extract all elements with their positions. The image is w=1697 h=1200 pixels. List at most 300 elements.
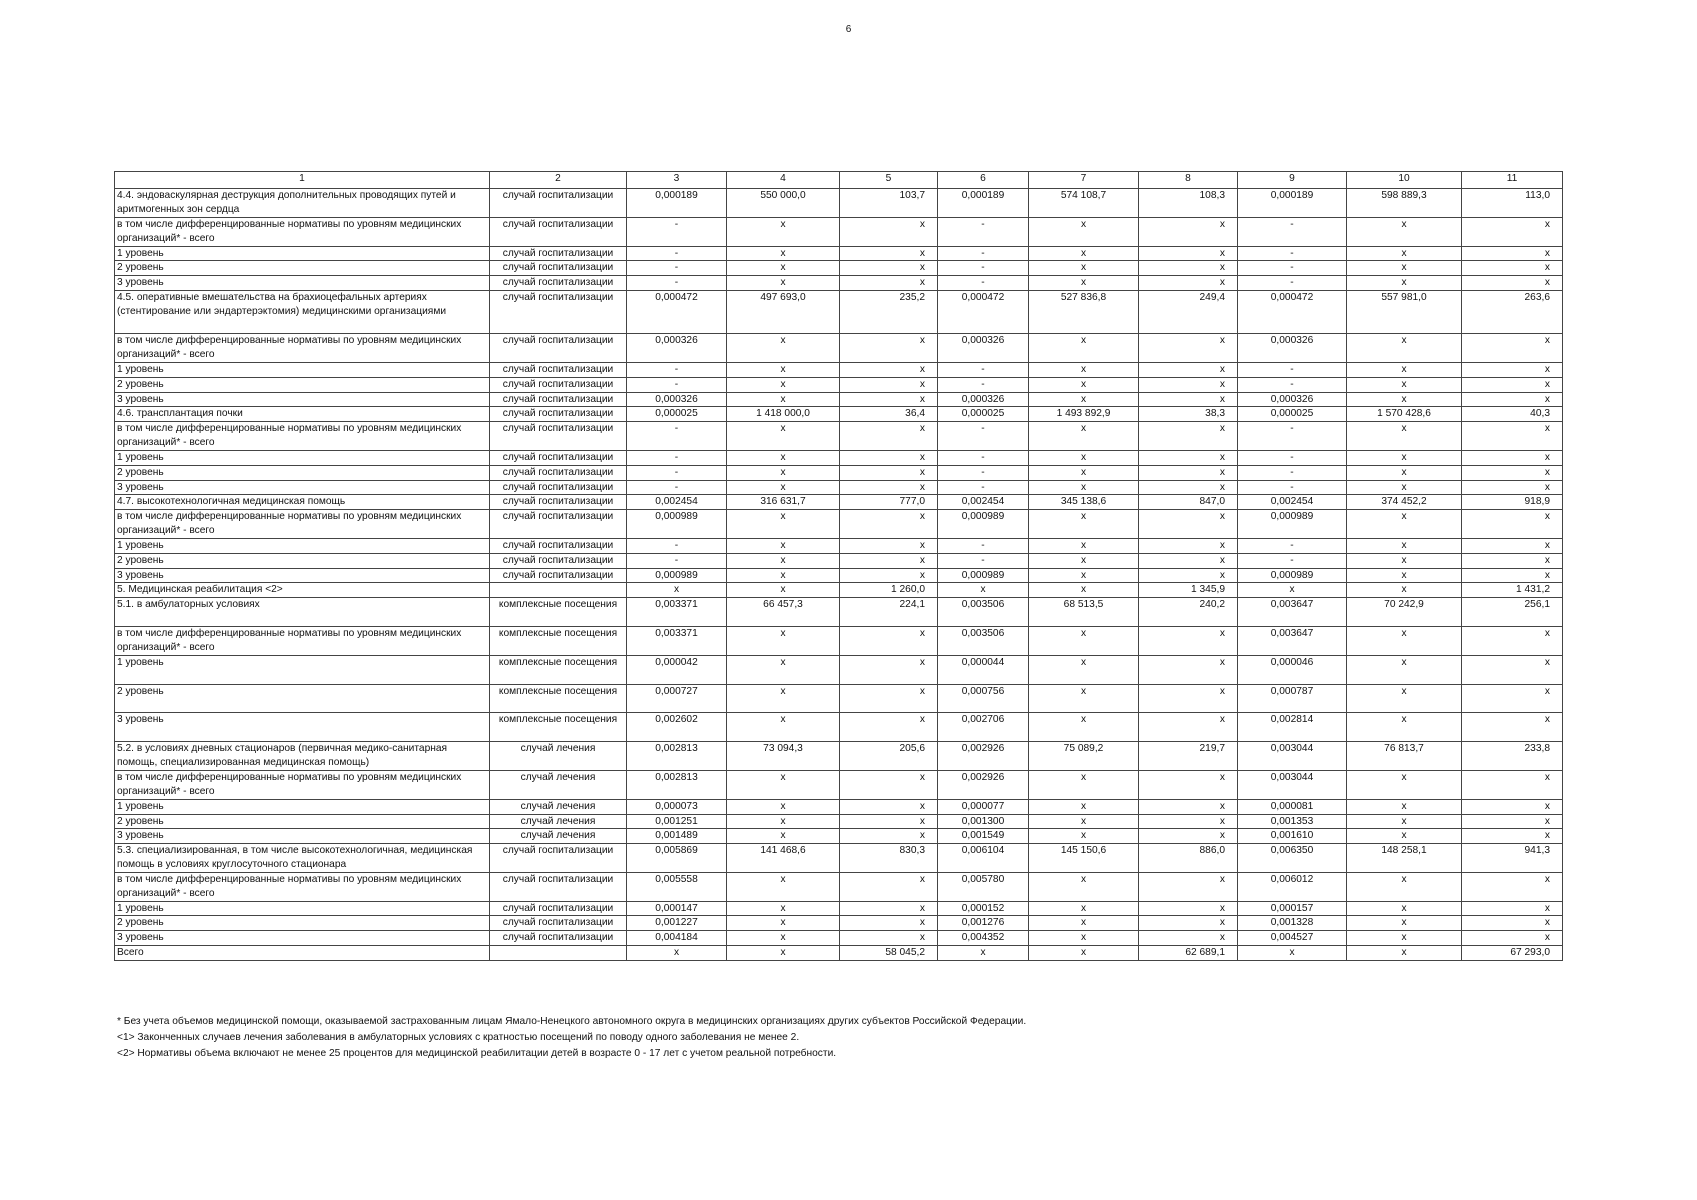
value-cell: x <box>1029 362 1139 377</box>
value-cell: x <box>1029 872 1139 901</box>
value-cell: x <box>727 553 840 568</box>
value-cell: x <box>727 450 840 465</box>
footnote-1: <1> Законченных случаев лечения заболевания в амбулаторных условиях с кратностью посещений по поводу одного заболевания не менее 2. <box>117 1032 800 1043</box>
value-cell: 1 345,9 <box>1139 583 1238 598</box>
value-cell: x <box>1139 931 1238 946</box>
table-body <box>115 172 1563 961</box>
value-cell: x <box>1462 450 1563 465</box>
value-cell: x <box>1139 655 1238 684</box>
row-label-cell: 3 уровень <box>115 392 490 407</box>
value-cell: x <box>1139 276 1238 291</box>
value-cell: x <box>1347 684 1462 713</box>
value-cell: x <box>1462 362 1563 377</box>
footnote-asterisk: * Без учета объемов медицинской помощи, оказываемой застрахованным лицам Ямало-Ненецкого автономного округа в медицинских организациях других субъектов Российской Федерации. <box>117 1016 1027 1027</box>
unit-cell: комплексные посещения <box>490 598 627 627</box>
value-cell: - <box>627 246 727 261</box>
value-cell: x <box>727 261 840 276</box>
value-cell: 0,003506 <box>938 626 1029 655</box>
row-label-cell: 1 уровень <box>115 655 490 684</box>
table-row <box>115 568 1563 583</box>
value-cell: 0,000152 <box>938 901 1029 916</box>
value-cell: 148 258,1 <box>1347 844 1462 873</box>
value-cell: x <box>840 334 938 363</box>
row-label-cell: 2 уровень <box>115 684 490 713</box>
value-cell: - <box>938 362 1029 377</box>
table-row <box>115 217 1563 246</box>
row-label-cell: в том числе дифференцированные нормативы по уровням медицинских организаций* - всего <box>115 626 490 655</box>
value-cell: x <box>1029 626 1139 655</box>
value-cell: - <box>1238 538 1347 553</box>
value-cell: x <box>1029 480 1139 495</box>
unit-cell: случай госпитализации <box>490 217 627 246</box>
value-cell: 70 242,9 <box>1347 598 1462 627</box>
footnotes <box>117 1014 1026 1062</box>
value-cell: 0,002926 <box>938 742 1029 771</box>
row-label-cell: в том числе дифференцированные нормативы по уровням медицинских организаций* - всего <box>115 770 490 799</box>
row-label-cell: 1 уровень <box>115 362 490 377</box>
value-cell: x <box>1139 829 1238 844</box>
value-cell: x <box>1139 246 1238 261</box>
value-cell: - <box>627 465 727 480</box>
value-cell: 0,002602 <box>627 713 727 742</box>
row-label-cell: 1 уровень <box>115 450 490 465</box>
value-cell: x <box>840 626 938 655</box>
table-row <box>115 407 1563 422</box>
value-cell: x <box>727 276 840 291</box>
table-row <box>115 946 1563 961</box>
value-cell: x <box>840 246 938 261</box>
value-cell: 847,0 <box>1139 495 1238 510</box>
value-cell: x <box>1029 217 1139 246</box>
value-cell: x <box>1029 814 1139 829</box>
row-label-cell: 3 уровень <box>115 931 490 946</box>
row-label-cell: 5.1. в амбулаторных условиях <box>115 598 490 627</box>
table-row <box>115 742 1563 771</box>
table-row <box>115 510 1563 539</box>
value-cell: 0,001489 <box>627 829 727 844</box>
value-cell: x <box>840 362 938 377</box>
unit-cell: случай госпитализации <box>490 553 627 568</box>
row-label-cell: в том числе дифференцированные нормативы по уровням медицинских организаций* - всего <box>115 334 490 363</box>
value-cell: 0,005780 <box>938 872 1029 901</box>
value-cell: 0,003044 <box>1238 742 1347 771</box>
row-label-cell: в том числе дифференцированные нормативы по уровням медицинских организаций* - всего <box>115 510 490 539</box>
value-cell: x <box>1029 655 1139 684</box>
value-cell: x <box>727 246 840 261</box>
row-label-cell: 2 уровень <box>115 814 490 829</box>
value-cell: 263,6 <box>1462 290 1563 333</box>
column-header: 2 <box>490 172 627 189</box>
column-header: 1 <box>115 172 490 189</box>
value-cell: x <box>1462 422 1563 451</box>
value-cell: - <box>1238 553 1347 568</box>
value-cell: - <box>1238 362 1347 377</box>
unit-cell: случай госпитализации <box>490 392 627 407</box>
row-label-cell: Всего <box>115 946 490 961</box>
column-header: 11 <box>1462 172 1563 189</box>
value-cell: x <box>1462 931 1563 946</box>
value-cell: x <box>1462 553 1563 568</box>
unit-cell <box>490 583 627 598</box>
value-cell: 0,000042 <box>627 655 727 684</box>
value-cell: 0,000326 <box>1238 334 1347 363</box>
value-cell: - <box>938 276 1029 291</box>
table-row <box>115 901 1563 916</box>
value-cell: x <box>727 583 840 598</box>
value-cell: - <box>1238 377 1347 392</box>
value-cell: - <box>938 538 1029 553</box>
value-cell: x <box>1139 916 1238 931</box>
value-cell: - <box>627 538 727 553</box>
value-cell: x <box>1462 217 1563 246</box>
value-cell: 0,004352 <box>938 931 1029 946</box>
value-cell: 0,002706 <box>938 713 1029 742</box>
value-cell: - <box>627 377 727 392</box>
value-cell: x <box>1029 583 1139 598</box>
value-cell: - <box>627 480 727 495</box>
value-cell: x <box>1139 362 1238 377</box>
value-cell: 256,1 <box>1462 598 1563 627</box>
value-cell: x <box>840 553 938 568</box>
column-header: 4 <box>727 172 840 189</box>
column-header: 6 <box>938 172 1029 189</box>
value-cell: 141 468,6 <box>727 844 840 873</box>
value-cell: x <box>1139 480 1238 495</box>
value-cell: 0,000189 <box>938 189 1029 218</box>
row-label-cell: 4.5. оперативные вмешательства на брахиоцефальных артериях (стентирование или эндартерэктомия) медицинскими организациями <box>115 290 490 333</box>
table-row <box>115 626 1563 655</box>
value-cell: x <box>1347 480 1462 495</box>
value-cell: x <box>1139 217 1238 246</box>
row-label-cell: в том числе дифференцированные нормативы по уровням медицинских организаций* - всего <box>115 872 490 901</box>
value-cell: x <box>1029 568 1139 583</box>
value-cell: x <box>1347 799 1462 814</box>
unit-cell: случай госпитализации <box>490 568 627 583</box>
value-cell: x <box>840 684 938 713</box>
value-cell: 0,006350 <box>1238 844 1347 873</box>
value-cell: x <box>1347 872 1462 901</box>
value-cell: 0,000989 <box>1238 510 1347 539</box>
value-cell: x <box>1347 829 1462 844</box>
unit-cell: случай госпитализации <box>490 377 627 392</box>
value-cell: x <box>1029 465 1139 480</box>
value-cell: 0,001251 <box>627 814 727 829</box>
value-cell: 0,000472 <box>938 290 1029 333</box>
row-label-cell: 2 уровень <box>115 916 490 931</box>
unit-cell: случай госпитализации <box>490 510 627 539</box>
value-cell: x <box>1462 538 1563 553</box>
unit-cell: случай лечения <box>490 799 627 814</box>
value-cell: x <box>727 946 840 961</box>
unit-cell: случай госпитализации <box>490 189 627 218</box>
value-cell: 0,000326 <box>938 392 1029 407</box>
table-row <box>115 814 1563 829</box>
unit-cell: случай госпитализации <box>490 407 627 422</box>
value-cell: 58 045,2 <box>840 946 938 961</box>
value-cell: 0,000189 <box>627 189 727 218</box>
unit-cell: комплексные посещения <box>490 684 627 713</box>
value-cell: 0,000081 <box>1238 799 1347 814</box>
unit-cell: случай лечения <box>490 829 627 844</box>
value-cell: x <box>627 583 727 598</box>
value-cell: 550 000,0 <box>727 189 840 218</box>
value-cell: x <box>1029 713 1139 742</box>
unit-cell: случай госпитализации <box>490 450 627 465</box>
value-cell: x <box>1029 684 1139 713</box>
value-cell: x <box>1139 261 1238 276</box>
value-cell: x <box>1347 392 1462 407</box>
value-cell: 0,000044 <box>938 655 1029 684</box>
value-cell: x <box>1462 465 1563 480</box>
unit-cell: случай лечения <box>490 814 627 829</box>
page-number: 6 <box>845 24 852 35</box>
column-header: 3 <box>627 172 727 189</box>
value-cell: x <box>1462 916 1563 931</box>
value-cell: x <box>727 568 840 583</box>
value-cell: x <box>1238 946 1347 961</box>
row-label-cell: 5. Медицинская реабилитация <2> <box>115 583 490 598</box>
value-cell: x <box>840 392 938 407</box>
value-cell: - <box>938 377 1029 392</box>
value-cell: x <box>1347 931 1462 946</box>
value-cell: 0,000046 <box>1238 655 1347 684</box>
value-cell: x <box>727 217 840 246</box>
value-cell: 0,002454 <box>627 495 727 510</box>
row-label-cell: 3 уровень <box>115 568 490 583</box>
row-label-cell: 2 уровень <box>115 553 490 568</box>
value-cell: x <box>1347 583 1462 598</box>
table-row <box>115 465 1563 480</box>
value-cell: 68 513,5 <box>1029 598 1139 627</box>
value-cell: 249,4 <box>1139 290 1238 333</box>
value-cell: 316 631,7 <box>727 495 840 510</box>
table-row <box>115 246 1563 261</box>
table-row <box>115 290 1563 333</box>
value-cell: x <box>1347 946 1462 961</box>
value-cell: - <box>1238 276 1347 291</box>
row-label-cell: 4.7. высокотехнологичная медицинская помощь <box>115 495 490 510</box>
value-cell: x <box>1029 261 1139 276</box>
value-cell: x <box>1139 684 1238 713</box>
unit-cell: случай лечения <box>490 742 627 771</box>
value-cell: x <box>1139 626 1238 655</box>
unit-cell <box>490 946 627 961</box>
column-header: 5 <box>840 172 938 189</box>
row-label-cell: 3 уровень <box>115 829 490 844</box>
value-cell: x <box>1139 713 1238 742</box>
value-cell: - <box>938 480 1029 495</box>
row-label-cell: 1 уровень <box>115 799 490 814</box>
value-cell: x <box>840 261 938 276</box>
row-label-cell: 3 уровень <box>115 276 490 291</box>
value-cell: 374 452,2 <box>1347 495 1462 510</box>
value-cell: x <box>727 392 840 407</box>
unit-cell: случай госпитализации <box>490 901 627 916</box>
value-cell: x <box>840 568 938 583</box>
value-cell: - <box>938 422 1029 451</box>
value-cell: 830,3 <box>840 844 938 873</box>
value-cell: 0,001227 <box>627 916 727 931</box>
value-cell: - <box>1238 450 1347 465</box>
table-row <box>115 844 1563 873</box>
row-label-cell: 1 уровень <box>115 246 490 261</box>
value-cell: 0,001353 <box>1238 814 1347 829</box>
value-cell: x <box>1029 538 1139 553</box>
value-cell: x <box>727 334 840 363</box>
value-cell: 0,000727 <box>627 684 727 713</box>
value-cell: 1 493 892,9 <box>1029 407 1139 422</box>
value-cell: x <box>1029 916 1139 931</box>
value-cell: x <box>1347 422 1462 451</box>
unit-cell: случай госпитализации <box>490 276 627 291</box>
footnote-2: <2> Нормативы объема включают не менее 25 процентов для медицинской реабилитации детей в возрасте 0 - 17 лет с учетом реальной потребности. <box>117 1048 837 1059</box>
value-cell: 0,002814 <box>1238 713 1347 742</box>
value-cell: x <box>1462 626 1563 655</box>
value-cell: x <box>627 946 727 961</box>
table-row <box>115 583 1563 598</box>
value-cell: x <box>840 814 938 829</box>
value-cell: x <box>840 931 938 946</box>
column-header: 9 <box>1238 172 1347 189</box>
value-cell: x <box>1462 334 1563 363</box>
row-label-cell: в том числе дифференцированные нормативы по уровням медицинских организаций* - всего <box>115 217 490 246</box>
unit-cell: случай лечения <box>490 770 627 799</box>
row-label-cell: 1 уровень <box>115 901 490 916</box>
value-cell: 0,000787 <box>1238 684 1347 713</box>
value-cell: x <box>1347 916 1462 931</box>
unit-cell: случай госпитализации <box>490 465 627 480</box>
unit-cell: случай госпитализации <box>490 290 627 333</box>
value-cell: 918,9 <box>1462 495 1563 510</box>
column-header: 7 <box>1029 172 1139 189</box>
value-cell: - <box>938 261 1029 276</box>
value-cell: x <box>1347 553 1462 568</box>
value-cell: x <box>727 684 840 713</box>
value-cell: x <box>1029 392 1139 407</box>
unit-cell: случай госпитализации <box>490 362 627 377</box>
value-cell: x <box>840 510 938 539</box>
value-cell: x <box>1347 510 1462 539</box>
value-cell: 0,001328 <box>1238 916 1347 931</box>
value-cell: - <box>627 261 727 276</box>
row-label-cell: 3 уровень <box>115 713 490 742</box>
value-cell: x <box>1139 392 1238 407</box>
value-cell: x <box>1462 770 1563 799</box>
table-row <box>115 362 1563 377</box>
value-cell: 224,1 <box>840 598 938 627</box>
value-cell: 38,3 <box>1139 407 1238 422</box>
table-row <box>115 916 1563 931</box>
value-cell: x <box>727 901 840 916</box>
unit-cell: случай госпитализации <box>490 422 627 451</box>
value-cell: - <box>1238 480 1347 495</box>
value-cell: x <box>1139 568 1238 583</box>
value-cell: 0,000025 <box>1238 407 1347 422</box>
unit-cell: случай госпитализации <box>490 480 627 495</box>
unit-cell: случай госпитализации <box>490 931 627 946</box>
value-cell: x <box>1029 829 1139 844</box>
value-cell: 0,000989 <box>1238 568 1347 583</box>
norms-table <box>114 171 1563 961</box>
value-cell: x <box>727 510 840 539</box>
value-cell: 205,6 <box>840 742 938 771</box>
value-cell: 0,000472 <box>627 290 727 333</box>
value-cell: x <box>1139 334 1238 363</box>
value-cell: 0,004184 <box>627 931 727 946</box>
value-cell: 497 693,0 <box>727 290 840 333</box>
value-cell: 0,006012 <box>1238 872 1347 901</box>
value-cell: x <box>1029 276 1139 291</box>
row-label-cell: 5.3. специализированная, в том числе высокотехнологичная, медицинская помощь в условиях круглосуточного стационара <box>115 844 490 873</box>
value-cell: x <box>840 713 938 742</box>
unit-cell: случай госпитализации <box>490 538 627 553</box>
value-cell: 0,002454 <box>1238 495 1347 510</box>
value-cell: x <box>1029 553 1139 568</box>
unit-cell: случай госпитализации <box>490 261 627 276</box>
value-cell: x <box>1029 450 1139 465</box>
row-label-cell: 4.4. эндоваскулярная деструкция дополнительных проводящих путей и аритмогенных зон сердца <box>115 189 490 218</box>
value-cell: 0,000025 <box>627 407 727 422</box>
value-cell: 0,002813 <box>627 770 727 799</box>
value-cell: - <box>627 450 727 465</box>
unit-cell: комплексные посещения <box>490 655 627 684</box>
value-cell: x <box>727 480 840 495</box>
table-row <box>115 872 1563 901</box>
value-cell: x <box>840 538 938 553</box>
unit-cell: случай госпитализации <box>490 916 627 931</box>
value-cell: x <box>1347 770 1462 799</box>
table-row <box>115 538 1563 553</box>
value-cell: x <box>1462 901 1563 916</box>
value-cell: 0,002454 <box>938 495 1029 510</box>
value-cell: 103,7 <box>840 189 938 218</box>
column-header: 8 <box>1139 172 1238 189</box>
table-row <box>115 276 1563 291</box>
value-cell: 0,003044 <box>1238 770 1347 799</box>
table-row <box>115 334 1563 363</box>
value-cell: 235,2 <box>840 290 938 333</box>
value-cell: x <box>1462 377 1563 392</box>
value-cell: x <box>840 422 938 451</box>
table-row <box>115 770 1563 799</box>
value-cell: x <box>1462 510 1563 539</box>
value-cell: 598 889,3 <box>1347 189 1462 218</box>
value-cell: x <box>727 829 840 844</box>
value-cell: x <box>840 916 938 931</box>
value-cell: 0,000189 <box>1238 189 1347 218</box>
value-cell: - <box>1238 246 1347 261</box>
value-cell: 0,003506 <box>938 598 1029 627</box>
value-cell: x <box>1029 799 1139 814</box>
table-row <box>115 377 1563 392</box>
value-cell: x <box>840 770 938 799</box>
value-cell: 0,001610 <box>1238 829 1347 844</box>
value-cell: x <box>1462 392 1563 407</box>
value-cell: 0,000077 <box>938 799 1029 814</box>
value-cell: 0,003371 <box>627 626 727 655</box>
unit-cell: комплексные посещения <box>490 626 627 655</box>
value-cell: - <box>627 553 727 568</box>
value-cell: x <box>1029 510 1139 539</box>
value-cell: x <box>1139 872 1238 901</box>
value-cell: x <box>1139 450 1238 465</box>
value-cell: 219,7 <box>1139 742 1238 771</box>
value-cell: x <box>1139 799 1238 814</box>
value-cell: x <box>1139 510 1238 539</box>
value-cell: x <box>1462 568 1563 583</box>
value-cell: x <box>840 872 938 901</box>
value-cell: x <box>1347 377 1462 392</box>
